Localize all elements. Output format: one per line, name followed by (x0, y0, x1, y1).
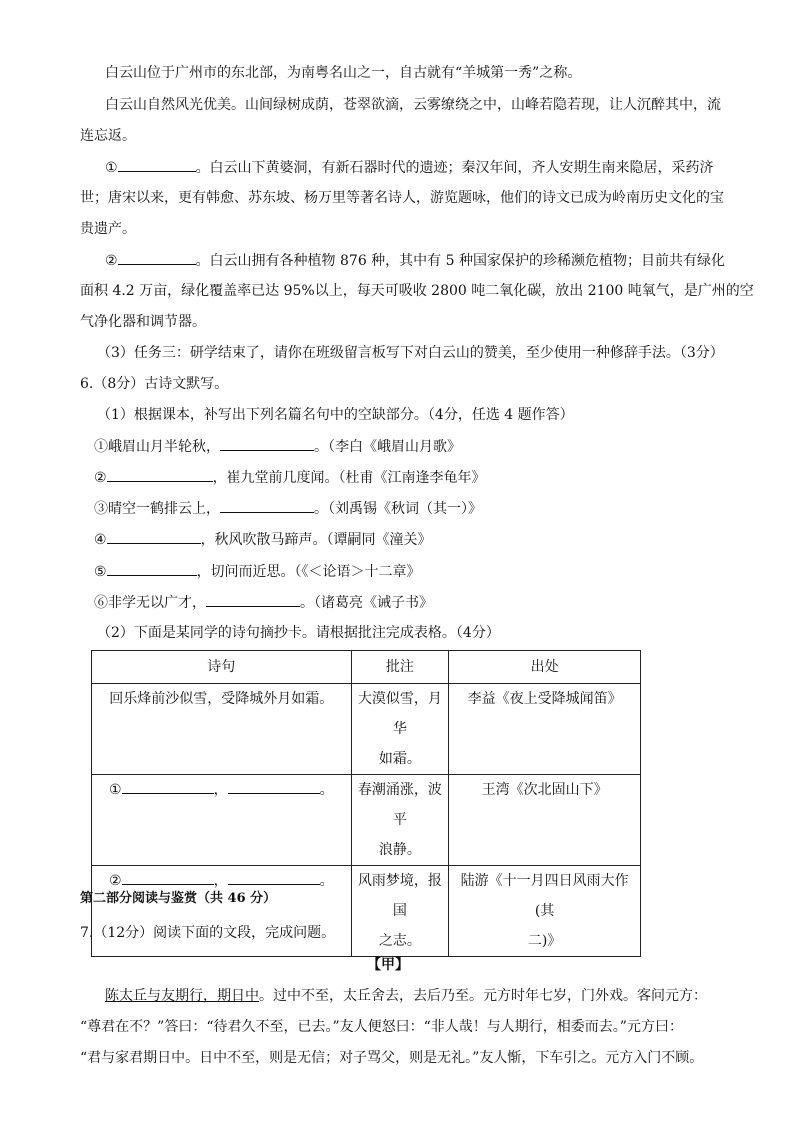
note-cell: 风雨梦境，报国 之志。 (351, 866, 449, 957)
column-header-source: 出处 (449, 651, 641, 684)
source-cell: 陆游《十一月四日风雨大作(其 二)》 (449, 866, 641, 957)
underlined-phrase: 陈太丘与友期行，期日中 (105, 988, 259, 1004)
recitation-item-2: ② ，崔九堂前几度闻。（杜甫《江南逢李龟年》 (94, 467, 486, 488)
recitation-item-1: ①峨眉山月半轮秋， 。（李白《峨眉山月歌》 (94, 436, 461, 457)
passage-line-2: “尊君在不？”答曰：“待君久不至，已去。”友人便怒曰：“非人哉！与人期行，相委而去。”元方曰： (80, 1019, 683, 1035)
note-cell: 大漠似雪，月华 如霜。 (351, 684, 449, 775)
answer-blank[interactable] (220, 498, 314, 513)
intro-paragraph-4-line-2: 面积 4.2 万亩，绿化覆盖率已达 95%以上，每天可吸收 2800 吨二氧化碳，放出 2100 吨氧气，是广州的空 (80, 283, 754, 299)
source-cell: 李益《夜上受降城闻笛》 (449, 684, 641, 775)
answer-blank[interactable] (206, 592, 300, 607)
table-header-row (92, 651, 641, 684)
passage-line-1: 陈太丘与友期行，期日中。过中不至，太丘舍去，去后乃至。元方时年七岁，门外戏。客问元方： (105, 988, 707, 1004)
question-6-title: 6.（8分）古诗文默写。 (80, 376, 229, 392)
recitation-item-4: ④ ，秋风吹散马蹄声。（谭嗣同《潼关》 (94, 529, 432, 550)
blank-number: ② (105, 253, 118, 269)
column-header-poem: 诗句 (92, 651, 352, 684)
poem-cell: ② ， 。 (92, 866, 352, 957)
passage-jia-label: 【甲】 (367, 957, 409, 973)
question-7-title: 7.（12分）阅读下面的文段，完成问题。 (80, 925, 336, 941)
intro-paragraph-4-line-3: 气净化器和调节器。 (80, 314, 206, 330)
answer-blank[interactable] (118, 250, 196, 265)
recitation-item-3: ③晴空一鹤排云上， 。（刘禹锡《秋词（其一）》 (94, 498, 482, 519)
part-2-heading: 第二部分阅读与鉴赏（共 46 分） (80, 891, 277, 906)
recitation-item-5: ⑤ ，切问而近思。（《＜论语＞十二章》 (94, 561, 421, 582)
poem-cell: 回乐烽前沙似雪，受降城外月如霜。 (92, 684, 352, 775)
answer-blank[interactable] (107, 467, 213, 482)
task-3-prompt: （3）任务三：研学结束了，请你在班级留言板写下对白云山的赞美，至少使用一种修辞手法。（3分） (97, 345, 724, 361)
recitation-item-6: ⑥非学无以广才， 。（诸葛亮《诫子书》 (94, 592, 433, 613)
question-6-sub-2: （2）下面是某同学的诗句摘抄卡。请根据批注完成表格。（4分） (97, 625, 500, 641)
answer-blank[interactable] (107, 561, 197, 576)
table-row (92, 684, 641, 775)
intro-paragraph-2-line-1: 白云山自然风光优美。山间绿树成荫，苍翠欲滴，云雾缭绕之中，山峰若隐若现，让人沉醉其中，流 (105, 97, 721, 113)
column-header-note: 批注 (351, 651, 449, 684)
answer-blank[interactable] (228, 779, 320, 794)
note-cell: 春潮涌涨，波平 浪静。 (351, 775, 449, 866)
poem-card-table (91, 650, 641, 957)
source-cell: 王湾《次北固山下》 (449, 775, 641, 866)
passage-line-3: “君与家君期日中。日中不至，则是无信；对子骂父，则是无礼。”友人惭，下车引之。元方入门不顾。 (80, 1050, 704, 1066)
answer-blank[interactable] (228, 870, 320, 885)
intro-paragraph-4-line-1: ② 。白云山拥有各种植物 876 种，其中有 5 种国家保护的珍稀濒危植物；目前共有绿化 (105, 250, 725, 271)
answer-blank[interactable] (122, 779, 214, 794)
answer-blank[interactable] (118, 157, 196, 172)
answer-blank[interactable] (122, 870, 214, 885)
intro-paragraph-3-line-1: ① 。白云山下黄婆洞，有新石器时代的遗迹；秦汉年间，齐人安期生南来隐居，采药济 (105, 157, 714, 178)
blank-number: ① (105, 160, 118, 176)
answer-blank[interactable] (220, 436, 314, 451)
question-6-sub-1: （1）根据课本，补写出下列名篇名句中的空缺部分。（4分，任选 4 题作答） (97, 407, 574, 423)
intro-paragraph-1: 白云山位于广州市的东北部，为南粤名山之一，自古就有“羊城第一秀”之称。 (105, 65, 582, 81)
intro-paragraph-2-line-2: 连忘返。 (80, 128, 136, 144)
table-row (92, 775, 641, 866)
poem-cell: ① ， 。 (92, 775, 352, 866)
intro-paragraph-3-line-2: 世；唐宋以来，更有韩愈、苏东坡、杨万里等著名诗人，游览题咏，他们的诗文已成为岭南历史文化的宝 (80, 190, 724, 206)
answer-blank[interactable] (107, 529, 201, 544)
intro-paragraph-3-line-3: 贵遗产。 (80, 221, 136, 237)
